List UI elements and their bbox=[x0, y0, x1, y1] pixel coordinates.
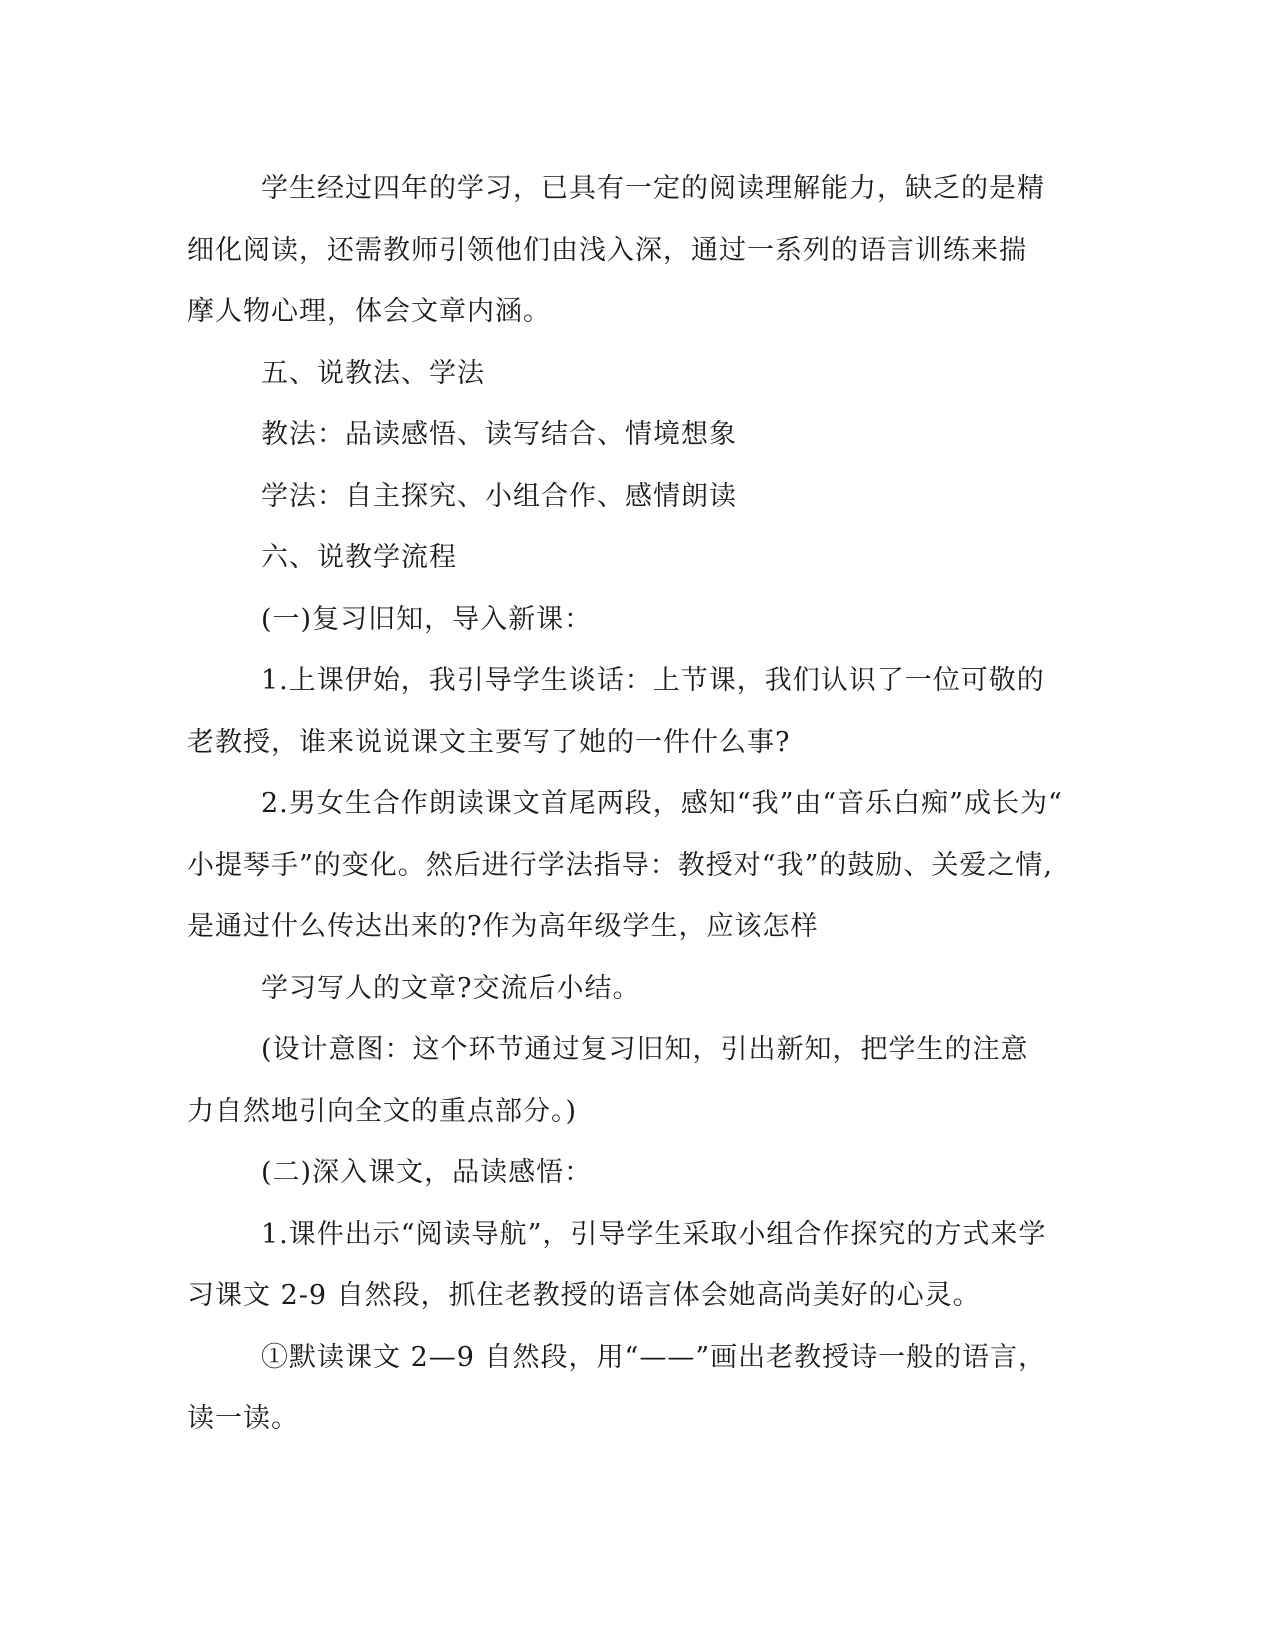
text-line: 六、说教学流程 bbox=[261, 542, 457, 573]
paragraph-reading-guide bbox=[187, 1204, 1077, 1327]
text-line: 五、说教法、学法 bbox=[261, 357, 485, 389]
text-line: 2.男女生合作朗读课文首尾两段，感知“我”由“音乐白痴”成长为“ bbox=[261, 788, 1063, 819]
text-line: 读一读。 bbox=[187, 1403, 299, 1434]
document-body bbox=[187, 158, 1077, 1450]
heading-teaching-process bbox=[187, 527, 1077, 589]
text-line: (二)深入课文，品读感悟： bbox=[261, 1157, 593, 1188]
text-line: (设计意图：这个环节通过复习旧知，引出新知，把学生的注意 bbox=[261, 1034, 1029, 1065]
text-line: 力自然地引向全文的重点部分。) bbox=[187, 1095, 578, 1127]
paragraph-step-1 bbox=[187, 650, 1077, 773]
paragraph-silent-reading bbox=[187, 1327, 1077, 1450]
text-line: 学生经过四年的学习，已具有一定的阅读理解能力，缺乏的是精 bbox=[261, 173, 1045, 204]
text-line: ①默读课文 2—9 自然段，用“——”画出老教授诗一般的语言， bbox=[261, 1341, 1047, 1373]
paragraph-step-2 bbox=[187, 773, 1077, 958]
text-line: 是通过什么传达出来的?作为高年级学生，应该怎样 bbox=[187, 911, 819, 942]
text-line: 摩人物心理，体会文章内涵。 bbox=[187, 296, 551, 327]
paragraph-student-analysis bbox=[187, 158, 1077, 343]
paragraph-learning-method bbox=[187, 466, 1077, 528]
text-line: 教法：品读感悟、读写结合、情境想象 bbox=[261, 419, 737, 450]
subheading-review bbox=[187, 589, 1077, 651]
text-line: 1.课件出示“阅读导航”，引导学生采取小组合作探究的方式来学 bbox=[261, 1218, 1047, 1250]
paragraph-step-2-continued bbox=[187, 958, 1077, 1020]
text-line: 细化阅读，还需教师引领他们由浅入深，通过一系列的语言训练来揣 bbox=[187, 234, 1027, 266]
text-line: 1.上课伊始，我引导学生谈话：上节课，我们认识了一位可敬的 bbox=[261, 665, 1045, 696]
paragraph-teaching-method bbox=[187, 404, 1077, 466]
text-line: 小提琴手”的变化。然后进行学法指导：教授对“我”的鼓励、关爱之情, bbox=[187, 849, 1053, 881]
text-line: (一)复习旧知，导入新课： bbox=[261, 603, 593, 635]
subheading-deep-reading bbox=[187, 1142, 1077, 1204]
heading-teaching-methods bbox=[187, 343, 1077, 405]
text-line: 习课文 2-9 自然段，抓住老教授的语言体会她高尚美好的心灵。 bbox=[187, 1280, 981, 1311]
text-line: 学法：自主探究、小组合作、感情朗读 bbox=[261, 480, 737, 512]
text-line: 学习写人的文章?交流后小结。 bbox=[261, 972, 641, 1004]
paragraph-design-intent bbox=[187, 1019, 1077, 1142]
text-line: 老教授，谁来说说课文主要写了她的一件什么事? bbox=[187, 726, 791, 758]
